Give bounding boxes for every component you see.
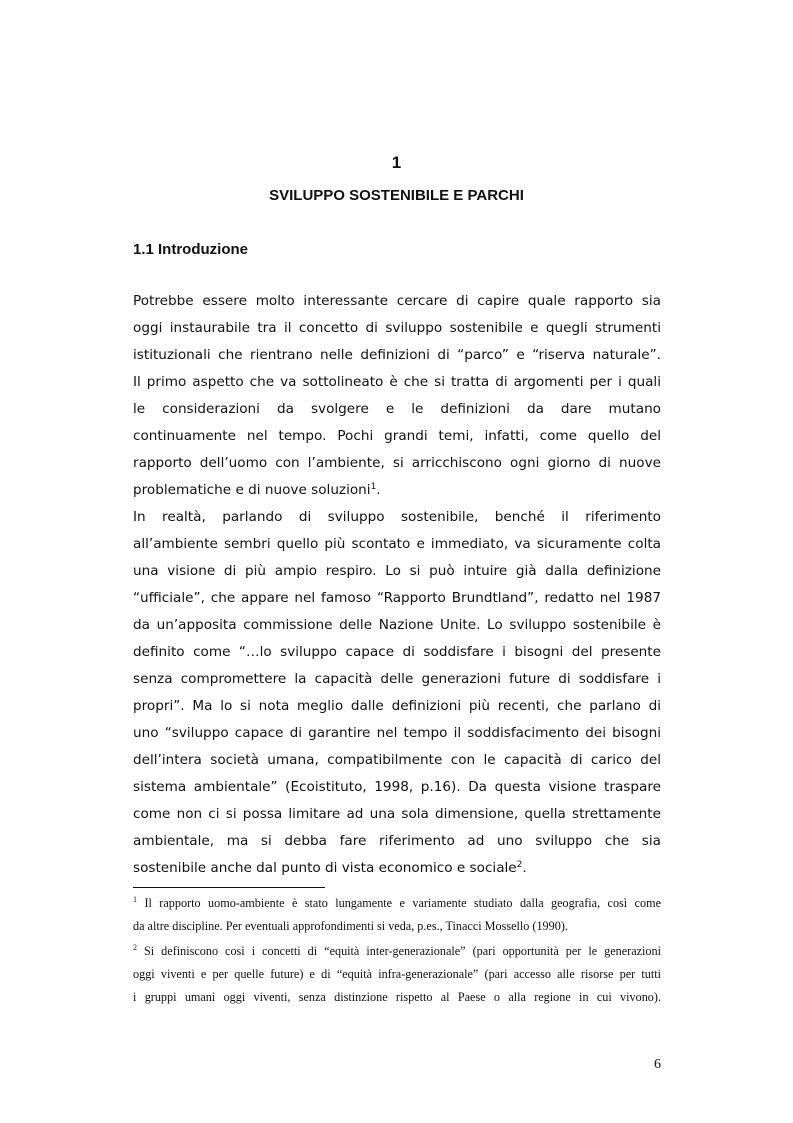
body-line: continuamente nel tempo. Pochi grandi temi, infatti, come quello del xyxy=(133,428,661,444)
footnote-ref-1: 1 xyxy=(370,482,377,492)
footnote-2 xyxy=(133,940,661,963)
body-line: le considerazioni da svolgere e le definizioni da dare mutano xyxy=(133,401,661,417)
footnote-separator xyxy=(133,887,325,888)
section-heading: 1.1 Introduzione xyxy=(133,241,249,258)
footnote-text: Si definiscono così i concetti di “equità inter-generazionale” (pari opportunità per le generazioni xyxy=(144,944,662,958)
body-line: Potrebbe essere molto interessante cercare di capire quale rapporto sia xyxy=(133,293,661,309)
footnote-line: da altre discipline. Per eventuali approfondimenti si veda, p.es., Tinacci Mossello (1990). xyxy=(133,919,568,933)
footnote-line: oggi viventi e per quelle future) e di “equità infra-generazionale” (pari accesso alle risorse per tutti xyxy=(133,967,661,981)
footnote-1 xyxy=(133,892,661,915)
body-line: oggi instaurabile tra il concetto di sviluppo sostenibile e quegli strumenti xyxy=(133,320,661,336)
body-line: problematiche e di nuove soluzioni$^1$. xyxy=(133,482,381,498)
body-line: “ufficiale”, che appare nel famoso “Rapporto Brundtland”, redatto nel 1987 xyxy=(133,590,661,606)
body-line: propri”. Ma lo si nota meglio dalle definizioni più recenti, che parlano di xyxy=(133,698,661,714)
footnotes xyxy=(133,892,661,1009)
body-line: senza compromettere la capacità delle generazioni future di soddisfare i xyxy=(133,671,661,687)
chapter-title: SVILUPPO SOSTENIBILE E PARCHI xyxy=(269,187,524,204)
body-line: dell’intera società umana, compatibilmente con le capacità di carico del xyxy=(133,752,661,768)
body-line: uno “sviluppo capace di garantire nel tempo il soddisfacimento dei bisogni xyxy=(133,725,661,741)
body-line: sostenibile anche dal punto di vista economico e sociale$^2$. xyxy=(133,860,527,876)
body-line: istituzionali che rientrano nelle definizioni di “parco” e “riserva naturale”. xyxy=(133,347,661,363)
body-line: ambientale, ma si debba fare riferimento ad uno sviluppo che sia xyxy=(133,833,661,849)
footnote-ref-2: 2 xyxy=(516,860,523,870)
body-line: una visione di più ampio respiro. Lo si può intuire già dalla definizione xyxy=(133,563,661,579)
body-line: sistema ambientale” (Ecoistituto, 1998, p.16). Da questa visione traspare xyxy=(133,779,661,795)
chapter-number: 1 xyxy=(391,153,402,172)
body-line: rapporto dell’uomo con l’ambiente, si arricchiscono ogni giorno di nuove xyxy=(133,455,661,471)
footnote-line: i gruppi umani oggi viventi, senza distinzione rispetto al Paese o alla regione in cui vivono). xyxy=(133,990,661,1004)
body-line: all’ambiente sembri quello più scontato e immediato, va sicuramente colta xyxy=(133,536,661,552)
body-line: In realtà, parlando di sviluppo sostenibile, benché il riferimento xyxy=(133,509,661,525)
body-line-text: sostenibile anche dal punto di vista economico e sociale xyxy=(133,860,517,876)
page-number: 6 xyxy=(654,1057,661,1072)
body-line-text: problematiche e di nuove soluzioni xyxy=(133,482,371,498)
body-line: da un’apposita commissione delle Nazione Unite. Lo sviluppo sostenibile è xyxy=(133,617,661,633)
footnote-marker: 1 xyxy=(133,895,137,904)
body-line: definito come “…lo sviluppo capace di soddisfare i bisogni del presente xyxy=(133,644,661,660)
body-line: come non ci si possa limitare ad una sola dimensione, quella strettamente xyxy=(133,806,661,822)
footnote-marker: 2 xyxy=(133,943,137,952)
footnote-text: Il rapporto uomo-ambiente è stato lungamente e variamente studiato dalla geografia, così come xyxy=(144,896,661,910)
body-text xyxy=(133,288,661,882)
body-line: Il primo aspetto che va sottolineato è che si tratta di argomenti per i quali xyxy=(133,374,661,390)
